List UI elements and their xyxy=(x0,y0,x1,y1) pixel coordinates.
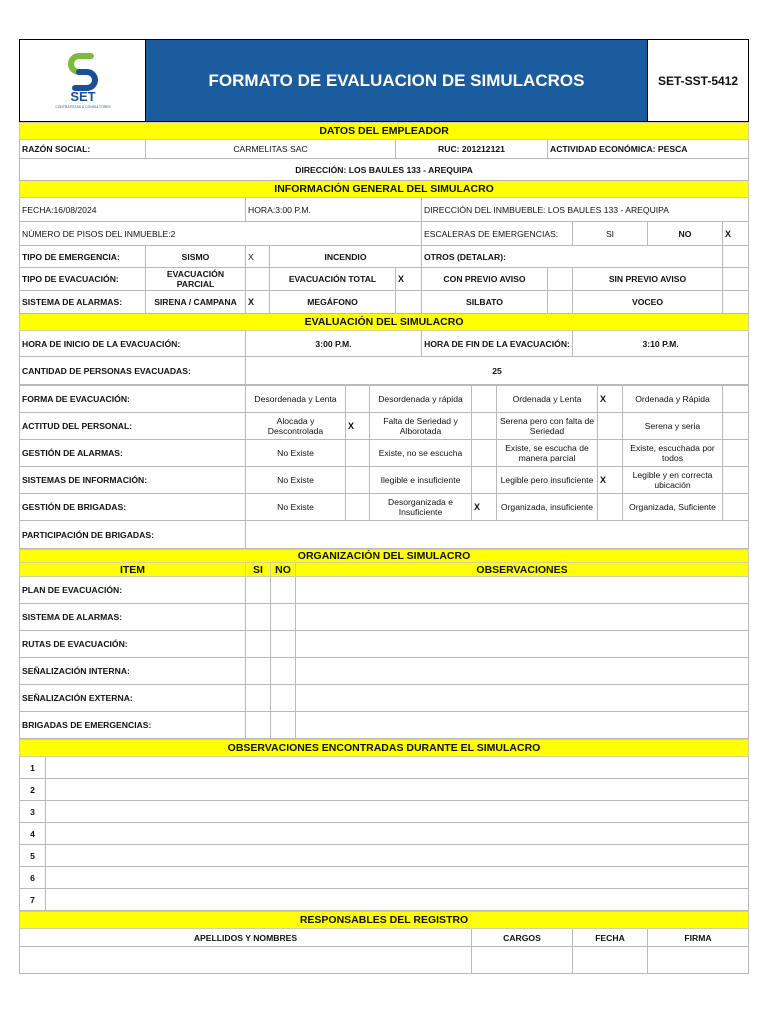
org-col-item: ITEM xyxy=(20,563,246,577)
con-aviso-option: CON PREVIO AVISO xyxy=(422,268,548,291)
observation-row xyxy=(20,867,749,889)
observation-number: 5 xyxy=(20,845,46,867)
evaluation-option-mark xyxy=(472,386,497,413)
incendio-option: INCENDIO xyxy=(270,246,422,268)
evaluation-option: No Existe xyxy=(246,467,346,494)
evaluation-option-mark xyxy=(723,440,749,467)
cantidad-label: CANTIDAD DE PERSONAS EVACUADAS: xyxy=(20,357,246,385)
organization-obs-cell xyxy=(296,604,749,631)
section-general: INFORMACIÓN GENERAL DEL SIMULACRO xyxy=(20,181,749,198)
observation-text-cell xyxy=(46,757,749,779)
participacion-value xyxy=(246,521,749,549)
section-observations: OBSERVACIONES ENCONTRADAS DURANTE EL SIMULACRO xyxy=(20,740,749,757)
organization-grid xyxy=(19,549,749,739)
hora-fin-label: HORA DE FIN DE LA EVACUACIÓN: xyxy=(422,331,573,357)
organization-si-cell xyxy=(246,577,271,604)
form-body xyxy=(19,122,749,385)
evaluation-option: Legible y en correcta ubicación xyxy=(623,467,723,494)
sin-aviso-option: SIN PREVIO AVISO xyxy=(573,268,723,291)
section-responsables: RESPONSABLES DEL REGISTRO xyxy=(20,912,749,929)
evaluation-option-mark: X xyxy=(598,386,623,413)
organization-no-cell xyxy=(271,658,296,685)
evaluation-row xyxy=(20,494,749,521)
set-logo-icon xyxy=(53,50,113,110)
observation-number: 2 xyxy=(20,779,46,801)
evaluation-option-mark: X xyxy=(598,467,623,494)
organization-obs-cell xyxy=(296,658,749,685)
evaluation-option: Serena pero con falta de Seriedad xyxy=(497,413,598,440)
evaluation-row xyxy=(20,467,749,494)
section-organization: ORGANIZACIÓN DEL SIMULACRO xyxy=(20,550,749,563)
evaluation-row xyxy=(20,413,749,440)
organization-obs-cell xyxy=(296,685,749,712)
sin-aviso-mark xyxy=(723,268,749,291)
organization-item-label: SEÑALIZACIÓN EXTERNA: xyxy=(20,685,246,712)
organization-obs-cell xyxy=(296,577,749,604)
observation-row xyxy=(20,845,749,867)
evaluation-option-mark xyxy=(723,467,749,494)
evaluation-option: Alocada y Descontrolada xyxy=(246,413,346,440)
megafono-mark xyxy=(396,291,422,314)
sistema-alarmas-label: SISTEMA DE ALARMAS: xyxy=(20,291,146,314)
observation-number: 4 xyxy=(20,823,46,845)
evaluation-row-label: GESTIÓN DE BRIGADAS: xyxy=(20,494,246,521)
observation-text-cell xyxy=(46,823,749,845)
responsables-grid xyxy=(19,911,749,974)
organization-si-cell xyxy=(246,631,271,658)
observation-text-cell xyxy=(46,867,749,889)
evaluation-form xyxy=(19,39,748,974)
observation-row xyxy=(20,801,749,823)
evaluation-option: Ordenada y Lenta xyxy=(497,386,598,413)
evaluation-option: Serena y seria xyxy=(623,413,723,440)
evaluation-row xyxy=(20,440,749,467)
svg-text:CONTRATISTAS & CONSULTORES: CONTRATISTAS & CONSULTORES xyxy=(54,104,111,109)
sismo-option: SISMO xyxy=(146,246,246,268)
evacuacion-total-mark: X xyxy=(396,268,422,291)
evaluation-option-mark xyxy=(472,440,497,467)
evaluation-row-label: ACTITUD DEL PERSONAL: xyxy=(20,413,246,440)
evaluation-option-mark xyxy=(346,467,370,494)
resp-fecha-cell xyxy=(573,947,648,974)
evaluation-option-mark xyxy=(723,386,749,413)
observation-text-cell xyxy=(46,889,749,911)
organization-row xyxy=(20,685,749,712)
megafono-option: MEGÁFONO xyxy=(270,291,396,314)
sirena-option: SIRENA / CAMPANA xyxy=(146,291,246,314)
organization-item-label: RUTAS DE EVACUACIÓN: xyxy=(20,631,246,658)
activity-field: ACTIVIDAD ECONÓMICA: PESCA xyxy=(548,140,749,159)
svg-text:SET: SET xyxy=(69,88,96,104)
evaluation-option: Existe, escuchada por todos xyxy=(623,440,723,467)
evaluation-option: Falta de Seriedad y Alborotada xyxy=(370,413,472,440)
hora-inicio-label: HORA DE INICIO DE LA EVACUACIÓN: xyxy=(20,331,246,357)
evaluation-option-mark: X xyxy=(346,413,370,440)
evaluation-grid xyxy=(19,385,749,549)
evaluation-option: Ilegible e insuficiente xyxy=(370,467,472,494)
organization-obs-cell xyxy=(296,631,749,658)
organization-item-label: SEÑALIZACIÓN INTERNA: xyxy=(20,658,246,685)
evaluation-option-mark xyxy=(723,494,749,521)
evaluation-option: No Existe xyxy=(246,494,346,521)
observation-text-cell xyxy=(46,845,749,867)
organization-no-cell xyxy=(271,577,296,604)
organization-obs-cell xyxy=(296,712,749,739)
voceo-option: VOCEO xyxy=(573,291,723,314)
resp-firma-cell xyxy=(648,947,749,974)
evaluation-option: No Existe xyxy=(246,440,346,467)
escaleras-label: ESCALERAS DE EMERGENCIAS: xyxy=(422,222,573,246)
silbato-mark xyxy=(548,291,573,314)
razon-social-label: RAZÓN SOCIAL: xyxy=(20,140,146,159)
org-col-si: SI xyxy=(246,563,271,577)
hora-field: HORA:3:00 P.M. xyxy=(246,198,422,222)
observation-number: 1 xyxy=(20,757,46,779)
resp-col-nombres: APELLIDOS Y NOMBRES xyxy=(20,929,472,947)
form-code: SET-SST-5412 xyxy=(648,40,749,122)
organization-si-cell xyxy=(246,685,271,712)
evaluation-option-mark xyxy=(598,494,623,521)
escaleras-mark: X xyxy=(723,222,749,246)
organization-no-cell xyxy=(271,712,296,739)
organization-item-label: PLAN DE EVACUACIÓN: xyxy=(20,577,246,604)
evaluation-option-mark xyxy=(346,440,370,467)
fecha-field: FECHA:16/08/2024 xyxy=(20,198,246,222)
evaluation-row-label: FORMA DE EVACUACIÓN: xyxy=(20,386,246,413)
otros-option: OTROS (DETALAR): xyxy=(422,246,723,268)
evaluation-row-label: GESTIÓN DE ALARMAS: xyxy=(20,440,246,467)
form-title: FORMATO DE EVALUACION DE SIMULACROS xyxy=(146,40,648,122)
sirena-mark: X xyxy=(246,291,270,314)
resp-cargos-cell xyxy=(472,947,573,974)
evaluation-option-mark xyxy=(472,413,497,440)
observation-number: 7 xyxy=(20,889,46,911)
evacuacion-parcial-option: EVACUACIÓN PARCIAL xyxy=(146,268,246,291)
form-header xyxy=(19,39,749,122)
organization-si-cell xyxy=(246,658,271,685)
evaluation-option-mark: X xyxy=(472,494,497,521)
evaluation-option: Organizada, insuficiente xyxy=(497,494,598,521)
organization-si-cell xyxy=(246,604,271,631)
observation-text-cell xyxy=(46,779,749,801)
organization-no-cell xyxy=(271,604,296,631)
observation-number: 6 xyxy=(20,867,46,889)
con-aviso-mark xyxy=(548,268,573,291)
evaluation-option: Desordenada y Lenta xyxy=(246,386,346,413)
observations-grid xyxy=(19,739,749,911)
evaluation-row xyxy=(20,386,749,413)
organization-si-cell xyxy=(246,712,271,739)
direccion-inmueble-field: DIRECCIÓN DEL INMBUEBLE: LOS BAULES 133 - AREQUIPA xyxy=(422,198,749,222)
evacuacion-parcial-mark xyxy=(246,268,270,291)
section-evaluation: EVALUACIÓN DEL SIMULACRO xyxy=(20,314,749,331)
resp-col-firma: FIRMA xyxy=(648,929,749,947)
organization-no-cell xyxy=(271,685,296,712)
evaluation-option-mark xyxy=(346,494,370,521)
company-logo xyxy=(20,40,146,122)
organization-row xyxy=(20,712,749,739)
pisos-field: NÚMERO DE PISOS DEL INMUEBLE:2 xyxy=(20,222,422,246)
tipo-emergencia-label: TIPO DE EMERGENCIA: xyxy=(20,246,146,268)
evaluation-option: Legible pero insuficiente xyxy=(497,467,598,494)
hora-fin-value: 3:10 P.M. xyxy=(573,331,749,357)
organization-row xyxy=(20,658,749,685)
hora-inicio-value: 3:00 P.M. xyxy=(246,331,422,357)
evaluation-option: Existe, no se escucha xyxy=(370,440,472,467)
org-col-obs: OBSERVACIONES xyxy=(296,563,749,577)
otros-mark xyxy=(723,246,749,268)
address-field: DIRECCIÓN: LOS BAULES 133 - AREQUIPA xyxy=(20,159,749,181)
evaluation-option: Desordenada y rápida xyxy=(370,386,472,413)
ruc-field: RUC: 201212121 xyxy=(396,140,548,159)
evaluation-option-mark xyxy=(598,413,623,440)
organization-no-cell xyxy=(271,631,296,658)
escaleras-si: SI xyxy=(573,222,648,246)
evaluation-option: Ordenada y Rápida xyxy=(623,386,723,413)
escaleras-no: NO xyxy=(648,222,723,246)
razon-social-value: CARMELITAS SAC xyxy=(146,140,396,159)
evaluation-option-mark xyxy=(346,386,370,413)
observation-number: 3 xyxy=(20,801,46,823)
sismo-mark: X xyxy=(246,246,270,268)
observation-row xyxy=(20,757,749,779)
voceo-mark xyxy=(723,291,749,314)
organization-row xyxy=(20,631,749,658)
evaluation-option: Existe, se escucha de manera parcial xyxy=(497,440,598,467)
observation-row xyxy=(20,823,749,845)
evaluation-option-mark xyxy=(472,467,497,494)
silbato-option: SILBATO xyxy=(422,291,548,314)
evaluation-option-mark xyxy=(598,440,623,467)
organization-item-label: SISTEMA DE ALARMAS: xyxy=(20,604,246,631)
tipo-evacuacion-label: TIPO DE EVACUACIÓN: xyxy=(20,268,146,291)
cantidad-value: 25 xyxy=(246,357,749,385)
evaluation-option: Desorganizada e Insuficiente xyxy=(370,494,472,521)
evaluation-row-label: SISTEMAS DE INFORMACIÓN: xyxy=(20,467,246,494)
org-col-no: NO xyxy=(271,563,296,577)
evaluation-option: Organizada, Suficiente xyxy=(623,494,723,521)
resp-nombres-cell xyxy=(20,947,472,974)
resp-col-cargos: CARGOS xyxy=(472,929,573,947)
evaluation-option-mark xyxy=(723,413,749,440)
observation-text-cell xyxy=(46,801,749,823)
participacion-label: PARTICIPACIÓN DE BRIGADAS: xyxy=(20,521,246,549)
organization-row xyxy=(20,604,749,631)
section-employer: DATOS DEL EMPLEADOR xyxy=(20,123,749,140)
evacuacion-total-option: EVACUACIÓN TOTAL xyxy=(270,268,396,291)
organization-item-label: BRIGADAS DE EMERGENCIAS: xyxy=(20,712,246,739)
observation-row xyxy=(20,779,749,801)
resp-col-fecha: FECHA xyxy=(573,929,648,947)
observation-row xyxy=(20,889,749,911)
organization-row xyxy=(20,577,749,604)
